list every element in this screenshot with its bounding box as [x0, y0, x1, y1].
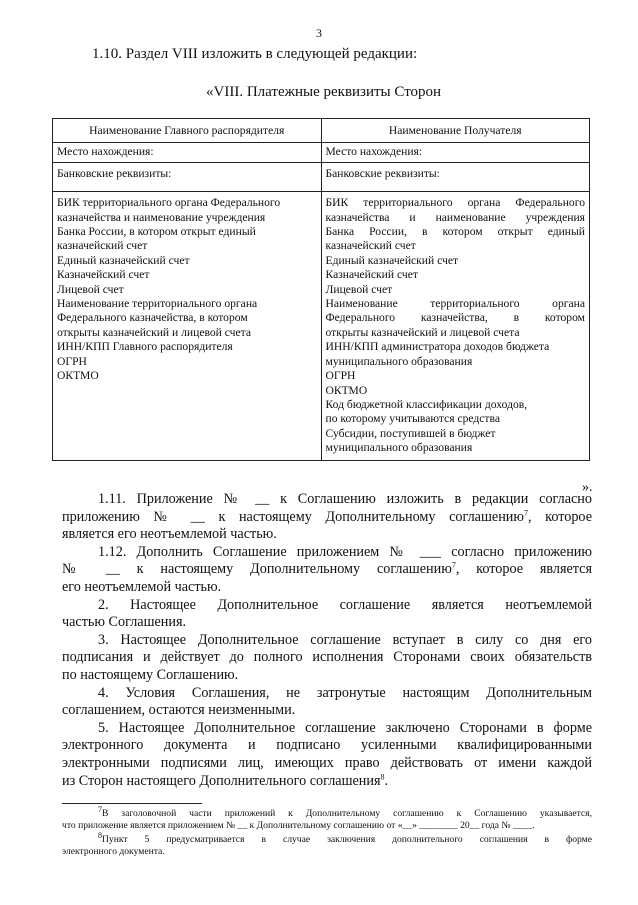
table-line: Субсидии, поступившей в бюджет — [325, 426, 496, 440]
table-line: ОКТМО — [325, 383, 368, 397]
table-row — [53, 162, 590, 191]
table-line: ИНН/КПП администратора доходов бюджета — [325, 340, 550, 354]
table-line: муниципального образования — [325, 441, 473, 455]
table-line: Единый казначейский счет — [57, 253, 190, 267]
text-line: 1.12. Дополнить Соглашение приложением № ___ согласно приложению — [98, 543, 592, 560]
left-bank-label: Банковские реквизиты: — [53, 162, 322, 191]
table-line: ОГРН — [57, 354, 87, 368]
table-line: Федерального казначейства, в котором — [57, 311, 248, 325]
text-line: электронного документа и подписано усиленными квалифицированными — [62, 737, 592, 754]
table-line: Банка России, в котором открыт единый — [57, 225, 256, 239]
text-line: 5. Настоящее Дополнительное соглашение заключено Сторонами в форме — [98, 719, 592, 736]
text-line: по настоящему Соглашению. — [62, 666, 239, 683]
paragraph-3 — [62, 632, 592, 685]
paragraph-4 — [62, 685, 592, 720]
table-line: открыты казначейский и лицевой счета — [325, 325, 520, 339]
right-location-label: Место нахождения: — [321, 143, 590, 162]
table-line: муниципального образования — [325, 354, 473, 368]
right-bank-details — [321, 192, 590, 461]
footnote-number: 7 — [98, 804, 102, 814]
text-line — [62, 773, 592, 791]
left-location-label: Место нахождения: — [53, 143, 322, 162]
paragraph-2 — [62, 597, 592, 632]
table-line: Банка России, в котором открыт единый — [325, 225, 585, 239]
text-line: соглашением, остаются неизменными. — [62, 702, 296, 719]
table-line: казначейства и наименование учреждения — [57, 210, 266, 224]
text-fragment: приложению № __ к настоящему Дополнительному соглашению — [62, 508, 524, 525]
text-line: его неотъемлемой частью. — [62, 578, 222, 595]
section-heading: 1.10. Раздел VIII изложить в следующей редакции: — [92, 46, 418, 62]
text-line: электронного документа. — [62, 846, 165, 858]
body-text — [62, 491, 592, 790]
footnote-ref: 7 — [523, 507, 528, 517]
section-subtitle: «VIII. Платежные реквизиты Сторон — [206, 84, 442, 100]
text-line: 3. Настоящее Дополнительное соглашение вступает в силу со дня его — [98, 631, 592, 648]
text-line: 1.11. Приложение № __ к Соглашению изложить в редакции согласно — [98, 491, 592, 507]
table-line: казначейства и наименование учреждения — [325, 210, 585, 224]
footnote-ref: 8 — [380, 771, 385, 781]
footnote-divider — [62, 803, 202, 804]
text-line: что приложение является приложением № __ к Дополнительному соглашению от «__» ________ 20__ года № ____. — [62, 820, 535, 832]
footnote-ref: 7 — [451, 560, 456, 570]
table-line: открыты казначейский и лицевой счета — [57, 325, 252, 339]
left-bank-details — [53, 192, 322, 461]
text-line: частью Соглашения. — [62, 614, 187, 631]
table-line: Лицевой счет — [57, 282, 124, 296]
text-fragment: В заголовочной части приложений к Дополнительному соглашению к Соглашению указывается, — [102, 808, 592, 819]
footnote-number: 8 — [98, 830, 102, 840]
table-line: ОГРН — [325, 369, 356, 383]
footnote-8 — [62, 830, 592, 859]
closing-quote: ». — [582, 480, 593, 495]
table-line: Казначейский счет — [325, 268, 418, 282]
text-fragment: , которое — [527, 508, 592, 525]
text-line — [62, 509, 592, 527]
text-line: подписания и действует до полного исполнения Сторонами своих обязательств — [62, 649, 592, 666]
text-line: электронными подписями лиц, имеющих право действовать от имени каждой — [62, 754, 592, 771]
table-line: ИНН/КПП Главного распорядителя — [57, 340, 233, 354]
paragraph-1-11 — [62, 491, 592, 544]
right-bank-label: Банковские реквизиты: — [321, 162, 590, 191]
page-number: 3 — [316, 26, 322, 40]
table-row — [53, 143, 590, 162]
text-fragment: № __ к настоящему Дополнительному соглашению — [62, 561, 452, 578]
table-line: БИК территориального органа Федерального — [325, 196, 585, 210]
table-line: Лицевой счет — [325, 282, 393, 296]
table-header-row — [53, 119, 590, 143]
paragraph-5 — [62, 720, 592, 790]
footnote-7 — [62, 804, 592, 833]
table-line: Единый казначейский счет — [325, 253, 459, 267]
table-line: Код бюджетной классификации доходов, — [325, 397, 528, 411]
table-line: БИК территориального органа Федерального — [57, 196, 281, 210]
text-line — [62, 561, 592, 579]
text-line: 2. Настоящее Дополнительное соглашение является неотъемлемой — [98, 596, 592, 613]
text-fragment: Пункт 5 предусматривается в случае заключения дополнительного соглашения в форме — [102, 834, 592, 845]
header-recipient: Наименование Получателя — [321, 119, 590, 143]
paragraph-1-12 — [62, 544, 592, 597]
table-row — [53, 192, 590, 461]
text-fragment: . — [384, 772, 389, 789]
text-fragment: , которое является — [455, 561, 592, 578]
table-line: Наименование территориального органа — [325, 297, 585, 311]
text-line — [62, 830, 592, 846]
table-line: Наименование территориального органа — [57, 297, 258, 311]
text-line: 4. Условия Соглашения, не затронутые настоящим Дополнительным — [98, 684, 592, 701]
table-line: ОКТМО — [57, 369, 99, 383]
table-line: по которому учитываются средства — [325, 412, 500, 426]
table-line: Казначейский счет — [57, 268, 150, 282]
text-line: является его неотъемлемой частью. — [62, 526, 277, 543]
table-line: казначейский счет — [57, 239, 148, 253]
table-line: Федерального казначейства, в котором — [325, 311, 585, 325]
table-line: казначейский счет — [325, 239, 416, 253]
text-line — [62, 804, 592, 820]
payment-details-table — [52, 118, 590, 461]
text-fragment: из Сторон настоящего Дополнительного соглашения — [62, 772, 381, 789]
header-chief-administrator: Наименование Главного распорядителя — [53, 119, 322, 143]
